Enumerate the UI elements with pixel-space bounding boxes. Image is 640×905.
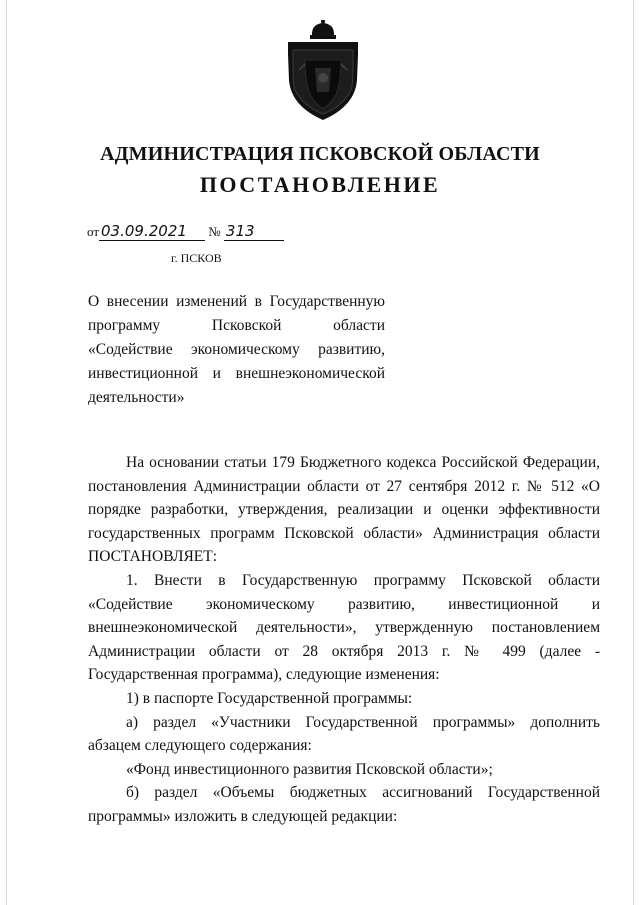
- registration-line: [87, 222, 284, 241]
- number-prefix: №: [208, 224, 221, 239]
- city-label: г. ПСКОВ: [171, 251, 222, 265]
- date-prefix: от: [87, 224, 100, 239]
- item-1-paragraph: 1. Внести в Государственную программу Псковской области «Содействие экономическому развитию, инвестиционной и внешнеэкономической деятельности», утвержденную постановлением Администрации области от 28 октября 2013 г. № 499 (далее - Государственная программа), следующие изменения:: [88, 571, 600, 684]
- coat-of-arms-emblem: [285, 20, 361, 122]
- document-subject: [88, 290, 385, 410]
- subject-line: «Содействие экономическому развитию,: [88, 341, 385, 358]
- scan-edge-left: [6, 0, 7, 905]
- organization-title: АДМИНИСТРАЦИЯ ПСКОВСКОЙ ОБЛАСТИ: [100, 143, 540, 165]
- subject-line: деятельности»: [88, 389, 185, 406]
- subitem-b-paragraph: б) раздел «Объемы бюджетных ассигнований Государственной программы» изложить в следующей редакции:: [88, 784, 600, 825]
- handwritten-number: 313: [224, 222, 284, 241]
- preamble-paragraph: На основании статьи 179 Бюджетного кодекса Российской Федерации, постановления Администрации области от 27 сентября 2012 г. № 512 «О порядке разработки, утверждения, реализации и оценки эффективности государственных программ Псковской области» Администрация области ПОСТАНОВЛЯЕТ:: [88, 454, 600, 566]
- subject-line: инвестиционной и внешнеэкономической: [88, 365, 385, 382]
- scan-edge-right: [633, 0, 634, 905]
- subitem-a-paragraph: а) раздел «Участники Государственной программы» дополнить абзацем следующего содержания:: [88, 713, 600, 755]
- subitem-1-paragraph: 1) в паспорте Государственной программы:: [126, 689, 413, 707]
- document-body: [88, 451, 600, 829]
- quoted-text-paragraph: «Фонд инвестиционного развития Псковской области»;: [126, 760, 493, 778]
- subject-line: программу Псковской области: [88, 317, 385, 334]
- handwritten-date: 03.09.2021: [99, 222, 205, 241]
- subject-line: О внесении изменений в Государственную: [88, 293, 385, 310]
- document-type-title: ПОСТАНОВЛЕНИЕ: [199, 172, 441, 197]
